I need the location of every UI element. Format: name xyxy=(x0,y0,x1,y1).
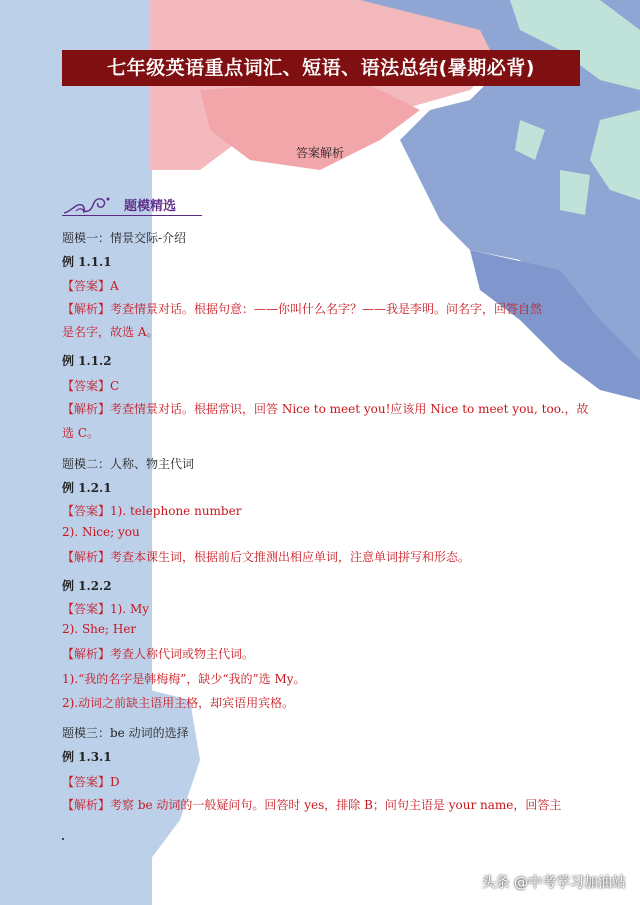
answer-line: 【解析】考查情景对话。根据句意：——你叫什么名字？——我是李明。问名字，回答自然 xyxy=(62,302,543,316)
answer-line: 【答案】D xyxy=(62,775,120,789)
page-dot xyxy=(62,838,64,840)
answer-line: 【解析】考察 be 动词的一般疑问句。回答时 yes，排除 B；问句主语是 your name，回答主 xyxy=(62,798,562,812)
answer-line: 选 C。 xyxy=(62,426,99,440)
topic-heading: 题模三：be 动词的选择 xyxy=(62,726,189,740)
answer-line: 【解析】考查本课生词，根据前后文推测出相应单词，注意单词拼写和形态。 xyxy=(62,550,471,564)
section-heading-label: 题模精选 xyxy=(124,199,177,214)
topic-heading: 题模一：情景交际-介绍 xyxy=(62,231,187,245)
example-number: 例 1.1.1 xyxy=(62,255,112,269)
watermark-text: 头条 @中考学习加油站 xyxy=(481,875,626,891)
example-number: 例 1.2.2 xyxy=(62,579,112,593)
answer-line: 2).动词之前缺主语用主格，却宾语用宾格。 xyxy=(62,696,295,710)
example-number: 例 1.2.1 xyxy=(62,481,112,495)
answer-line: 2). Nice; you xyxy=(62,525,140,539)
answer-line: 【答案】A xyxy=(62,279,119,293)
example-number: 例 1.1.2 xyxy=(62,354,112,368)
answer-line: 【解析】考查人称代词或物主代词。 xyxy=(62,647,255,661)
flourish-ornament-icon xyxy=(62,193,112,215)
answer-line: 【解析】考查情景对话。根据常识，回答 Nice to meet you!应该用 Nice to meet you, too.，故 xyxy=(62,402,589,416)
subtitle: 答案解析 xyxy=(295,146,344,160)
section-heading xyxy=(62,193,202,217)
section-heading-underline xyxy=(62,215,202,216)
answer-line: 1).“我的名字是韩梅梅”，缺少“我的”选 My。 xyxy=(62,672,306,686)
page-title-banner: 七年级英语重点词汇、短语、语法总结(暑期必背) xyxy=(62,50,580,86)
answer-line: 【答案】C xyxy=(62,379,120,393)
answer-line: 是名字，故选 A。 xyxy=(62,325,159,339)
answer-line: 2). She; Her xyxy=(62,622,137,636)
answer-line: 【答案】1). My xyxy=(62,602,150,616)
example-number: 例 1.3.1 xyxy=(62,750,112,764)
answer-line: 【答案】1). telephone number xyxy=(62,504,242,518)
topic-heading: 题模二：人称、物主代词 xyxy=(62,457,195,471)
